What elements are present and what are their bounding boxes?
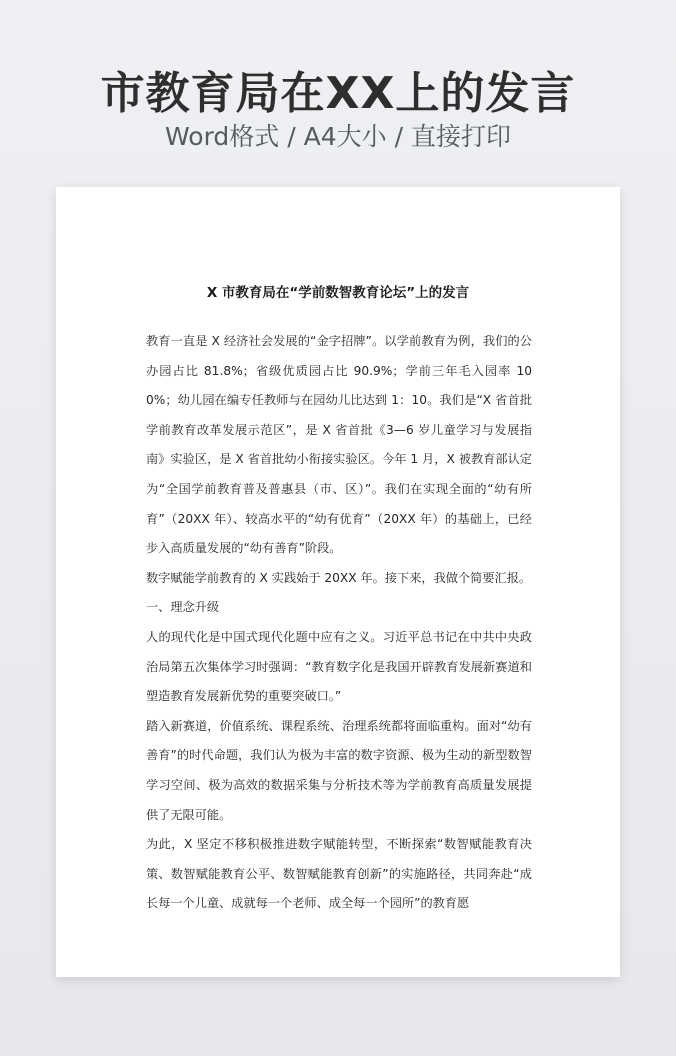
banner-subtitle: Word格式 / A4大小 / 直接打印	[165, 122, 511, 151]
paragraph: 踏入新赛道，价值系统、课程系统、治理系统都将面临重构。面对“幼有善育”的时代命题，我们认为极为丰富的数字资源、极为生动的新型数智学习空间、极为高效的数据采集与分析技术等为学前教育高质量发展提供了无限可能。	[146, 718, 532, 822]
paragraph: 数字赋能学前教育的 X 实践始于 20XX 年。接下来，我做个简要汇报。	[146, 570, 532, 585]
paragraph: 为此，X 坚定不移积极推进数字赋能转型，不断探索“数智赋能教育决策、数智赋能教育公平、数智赋能教育创新”的实施路径，共同奔赴“成长每一个儿童、成就每一个老师、成全每一个园所”的教育愿	[146, 837, 532, 911]
paragraph: 教育一直是 X 经济社会发展的“金字招牌”。以学前教育为例，我们的公办园占比 81.8%；省级优质园占比 90.9%；学前三年毛入园率 100%；幼儿园在编专任教师与在园幼儿比达到 1：10。我们是“X 省首批学前教育改革发展示范区”，是 X 省首批《3—6 岁儿童学习与发展指南》实验区，是 X 省首批幼小衔接实验区。今年 1 月，X 被教育部认定为“全国学前教育普及普惠县（市、区）”。我们在实现全面的“幼有所育”（20XX 年）、较高水平的“幼有优育”（20XX 年）的基础上，已经步入高质量发展的“幼有善育”阶段。	[146, 334, 532, 556]
document-title: X 市教育局在“学前数智教育论坛”上的发言	[206, 285, 470, 301]
paragraph: 人的现代化是中国式现代化题中应有之义。习近平总书记在中共中央政治局第五次集体学习时强调：“教育数字化是我国开辟教育发展新赛道和塑造教育发展新优势的重要突破口。”	[146, 629, 532, 704]
document-page	[56, 187, 620, 977]
banner-title: 市教育局在XX上的发言	[100, 68, 576, 119]
document-body	[146, 327, 532, 919]
section-heading: 一、理念升级	[146, 600, 220, 615]
